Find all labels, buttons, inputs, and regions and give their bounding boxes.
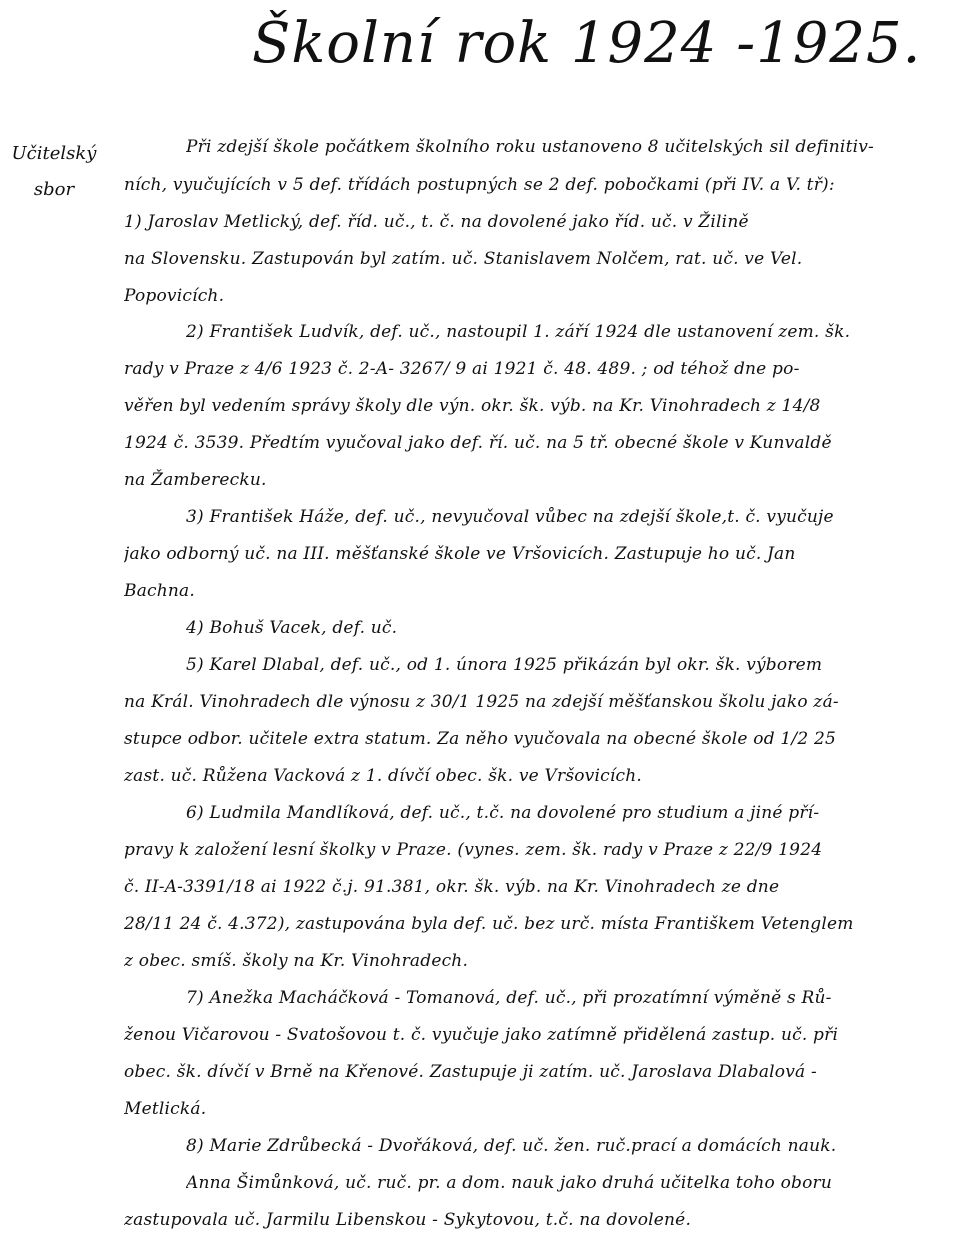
text-line: rady v Praze z 4/6 1923 č. 2-A- 3267/ 9 ai 1921 č. 48. 489. ; od téhož dne po-: [124, 359, 800, 379]
text-line: 7) Anežka Macháčková - Tomanová, def. uč., při prozatímní výměně s Rů-: [186, 988, 832, 1008]
text-line: obec. šk. dívčí v Brně na Křenové. Zastupuje ji zatím. uč. Jaroslava Dlabalová -: [124, 1062, 817, 1082]
text-line: Při zdejší škole počátkem školního roku ustanoveno 8 učitelských sil definitiv-: [186, 137, 874, 157]
text-line: stupce odbor. učitele extra statum. Za něho vyučovala na obecné škole od 1/2 25: [124, 729, 836, 749]
text-line: 5) Karel Dlabal, def. uč., od 1. února 1925 přikázán byl okr. šk. výborem: [186, 655, 823, 675]
text-line: věřen byl vedením správy školy dle výn. okr. šk. výb. na Kr. Vinohradech z 14/8: [124, 396, 821, 416]
side-label-line-1: Učitelský: [11, 143, 97, 164]
text-line: č. II-A-3391/18 ai 1922 č.j. 91.381, okr. šk. výb. na Kr. Vinohradech ze dne: [124, 877, 780, 897]
text-line: na Slovensku. Zastupován byl zatím. uč. Stanislavem Nolčem, rat. uč. ve Vel.: [124, 249, 803, 269]
text-line: 4) Bohuš Vacek, def. uč.: [186, 618, 398, 638]
text-line: Anna Šimůnková, uč. ruč. pr. a dom. nauk jako druhá učitelka toho oboru: [186, 1173, 832, 1193]
text-line: 1) Jaroslav Metlický, def. říd. uč., t. č. na dovolené jako říd. uč. v Žilině: [124, 212, 749, 232]
text-line: 6) Ludmila Mandlíková, def. uč., t.č. na dovolené pro studium a jiné pří-: [186, 803, 820, 823]
text-line: 2) František Ludvík, def. uč., nastoupil 1. září 1924 dle ustanovení zem. šk.: [186, 322, 851, 342]
text-line: ženou Vičarovou - Svatošovou t. č. vyučuje jako zatímně přidělená zastup. uč. při: [124, 1025, 839, 1045]
text-line: Metlická.: [124, 1099, 207, 1119]
text-line: jako odborný uč. na III. měšťanské škole ve Vršovicích. Zastupuje ho uč. Jan: [124, 544, 796, 564]
text-line: zast. uč. Růžena Vacková z 1. dívčí obec. šk. ve Vršovicích.: [124, 766, 642, 786]
page-title: Školní rok 1924 -1925.: [252, 11, 922, 76]
text-line: 28/11 24 č. 4.372), zastupována byla def. uč. bez urč. místa Františkem Vetenglem: [124, 914, 854, 934]
text-line: Bachna.: [124, 581, 195, 601]
text-line: ních, vyučujících v 5 def. třídách postupných se 2 def. pobočkami (při IV. a V. tř):: [124, 175, 835, 195]
side-label-line-2: sbor: [33, 179, 75, 200]
side-label: [4, 136, 104, 208]
text-line: 8) Marie Zdrůbecká - Dvořáková, def. uč. žen. ruč.prací a domácích nauk.: [186, 1136, 837, 1156]
text-line: Popovicích.: [124, 286, 225, 306]
text-line: z obec. smíš. školy na Kr. Vinohradech.: [124, 951, 469, 971]
text-line: zastupovala uč. Jarmilu Libenskou - Sykytovou, t.č. na dovolené.: [124, 1210, 692, 1230]
text-line: 3) František Háže, def. uč., nevyučoval vůbec na zdejší škole,t. č. vyučuje: [186, 507, 834, 527]
text-line: na Žamberecku.: [124, 470, 267, 490]
text-line: 1924 č. 3539. Předtím vyučoval jako def. ří. uč. na 5 tř. obecné škole v Kunvaldě: [124, 433, 832, 453]
text-line: na Král. Vinohradech dle výnosu z 30/1 1925 na zdejší měšťanskou školu jako zá-: [124, 692, 839, 712]
text-line: pravy k založení lesní školky v Praze. (vynes. zem. šk. rady v Praze z 22/9 1924: [124, 840, 823, 860]
